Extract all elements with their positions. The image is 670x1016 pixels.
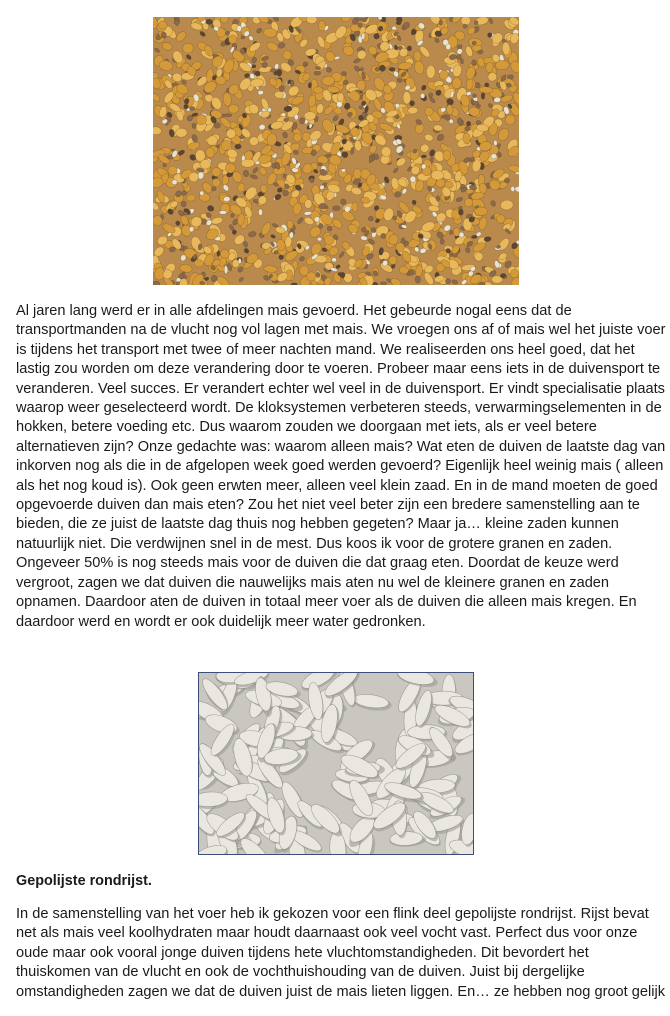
section-heading: Gepolijste rondrijst. xyxy=(16,873,152,889)
text-line: daardoor werd en wordt er ook duidelijk meer water gedronken. xyxy=(16,613,426,630)
text-line: omstandigheden zagen we dat de duiven juist de mais lieten liggen. En… ze hebben nog groot gelijk xyxy=(16,983,666,1000)
text-line: oude maar ook vooral jonge duiven tijdens hete vluchtomstandigheden. Dit bevordert het xyxy=(16,944,589,961)
text-line: als het nog koud is). Ook geen erwten meer, alleen veel klein zaad. En in de mand moeten de goed xyxy=(16,477,658,494)
text-line: Ongeveer 50% is nog steeds mais voor de duiven die dat graag eten. Doordat de keuze werd xyxy=(16,555,619,572)
text-line: opgevoerde duiven dan mais eten? Zou het niet veel beter zijn een bredere samenstelling aan te xyxy=(16,497,640,514)
text-line: inkorven nog als die in de afgelopen week goed werden gevoerd? Eigenlijk heel weinig mais ( alleen xyxy=(16,458,664,475)
text-line: Al jaren lang werd er in alle afdelingen mais gevoerd. Het gebeurde nogal eens dat de xyxy=(16,303,572,319)
text-line: opnamen. Daardoor aten de duiven in totaal meer voer als de duiven die alleen mais kregen. En xyxy=(16,594,637,611)
text-line: waarop weer geselecteerd wordt. De kloksystemen verbeteren steeds, verwarmingselementen in de xyxy=(16,400,662,417)
text-line: vergroot, zagen we dat duiven die nauwelijks mais aten nu wel de kleinere granen en zaden xyxy=(16,574,610,591)
text-line: bieden, die ze juist de laatste dag thuis nog hebben gegeten? Maar ja… kleine zaden kunnen xyxy=(16,516,619,533)
grain-mix-photo xyxy=(153,17,519,285)
text-line: veranderen. Veel succes. Er verandert echter wel veel in de duivensport. Er vindt specialisatie plaats xyxy=(16,380,665,397)
text-line: lastig zou worden om deze verandering door te voeren. Probeer maar eens iets in de duivensport te xyxy=(16,361,661,378)
text-line: is tijdens het transport met twee of meer nachten mand. We realiseerden ons heel goed, dat het xyxy=(16,341,635,358)
text-line: net als mais veel koolhydraten maar houdt daarnaast ook veel vocht vast. Perfect dus voor onze xyxy=(16,925,638,942)
text-line: alternatieven zijn? Onze gedachte was: waarom alleen mais? Wat eten de duiven de laatste dag van xyxy=(16,438,666,455)
rice-photo xyxy=(198,672,474,855)
text-line: In de samenstelling van het voer heb ik gekozen voor een flink deel gepolijste rondrijst. Rijst bevat xyxy=(16,906,649,922)
paragraph-round-rice xyxy=(16,905,666,1002)
text-line: natuurlijk niet. Die verdwijnen snel in de mest. Dus koos ik voor de grotere granen en zaden. xyxy=(16,535,613,552)
text-line: hokken, betere voeding etc. Dus waarom zouden we doorgaan met iets, als er veel betere xyxy=(16,419,597,436)
paragraph-feed-history xyxy=(16,302,666,632)
text-line: transportmanden na de vlucht nog vol lagen met mais. We vroegen ons af of mais wel het juiste voer xyxy=(16,322,666,339)
text-line: thuiskomen van de vlucht en ook de vochthuishouding van de duiven. Juist bij dergelijke xyxy=(16,964,585,981)
